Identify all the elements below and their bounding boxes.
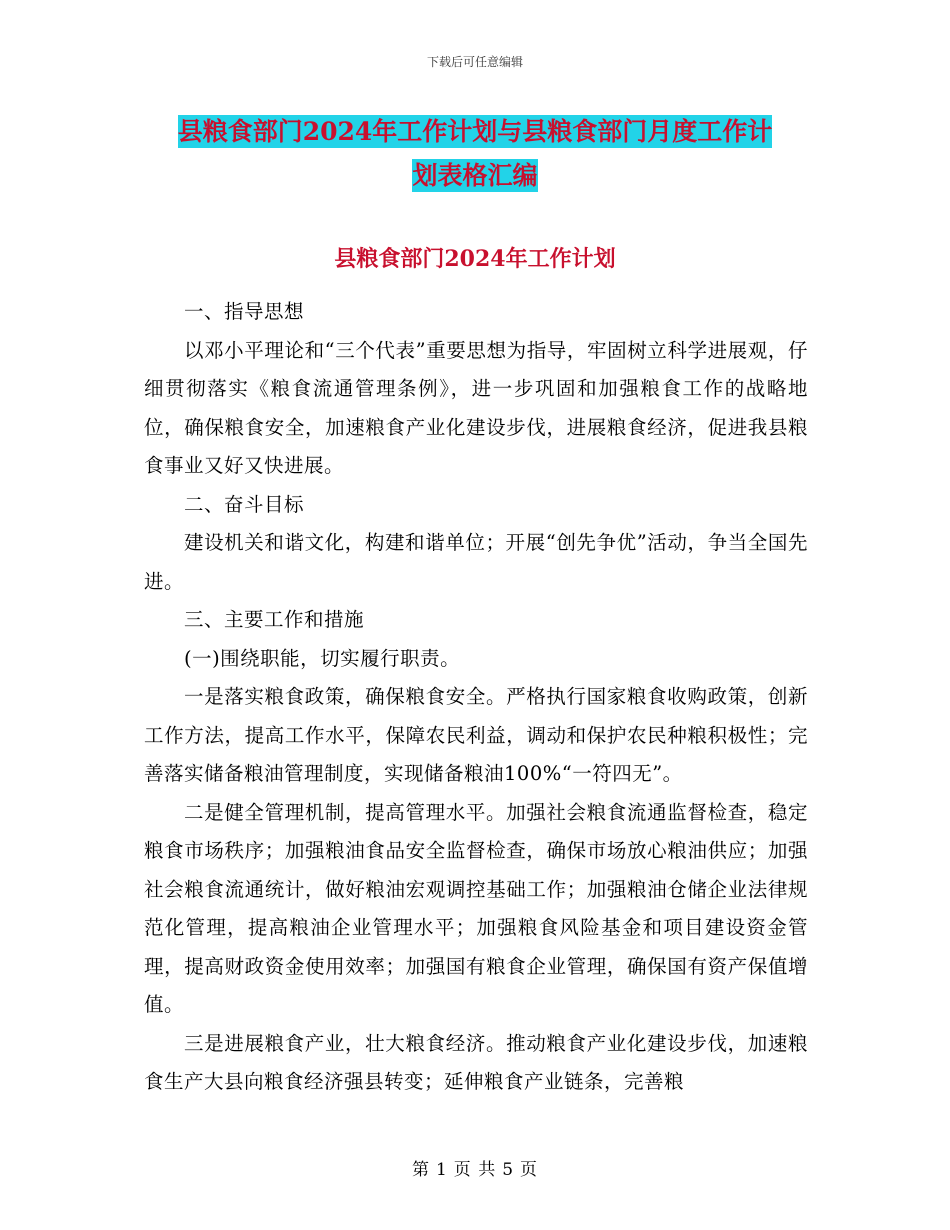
- paragraph-guiding-ideology: 以邓小平理论和“三个代表”重要思想为指导，牢固树立科学进展观，仔细贯彻落实《粮食流通管理条例》，进一步巩固和加强粮食工作的战略地位，确保粮食安全，加速粮食产业化建设步伐，进展粮食经济，促进我县粮食事业又好又快进展。: [144, 338, 808, 477]
- paragraph-item-3: 三是进展粮食产业，壮大粮食经济。推动粮食产业化建设步伐，加速粮食生产大县向粮食经济强县转变；延伸粮食产业链条，完善粮: [144, 1031, 808, 1093]
- header-note: 下载后可任意编辑: [426, 55, 523, 69]
- paragraph-item-1: 一是落实粮食政策，确保粮食安全。严格执行国家粮食收购政策，创新工作方法，提高工作水平，保障农民利益，调动和保护农民种粮积极性；完善落实储备粮油管理制度，实现储备粮油100%“一符四无”。: [144, 685, 808, 785]
- footer-page-number: 1: [435, 1160, 448, 1180]
- subheading-duties: (一)围绕职能，切实履行职责。: [183, 646, 461, 670]
- document-title: [0, 110, 950, 198]
- heading-main-work: 三、主要工作和措施: [183, 608, 364, 631]
- heading-guiding-ideology: 一、指导思想: [183, 300, 304, 323]
- document-title-line-1: 县粮食部门2024年工作计划与县粮食部门月度工作计: [177, 117, 773, 146]
- footer-total-pages: 5: [502, 1160, 515, 1180]
- document-title-line-2: 划表格汇编: [412, 161, 538, 190]
- section-title: 县粮食部门2024年工作计划: [334, 246, 616, 272]
- paragraph-goals: 建设机关和谐文化，构建和谐单位；开展“创先争优”活动，争当全国先进。: [144, 531, 808, 593]
- footer-middle: 页 共: [453, 1160, 497, 1180]
- paragraph-item-2: 二是健全管理机制，提高管理水平。加强社会粮食流通监督检查，稳定粮食市场秩序；加强粮油食品安全监督检查，确保市场放心粮油供应；加强社会粮食流通统计，做好粮油宏观调控基础工作；加强粮油仓储企业法律规范化管理，提高粮油企业管理水平；加强粮食风险基金和项目建设资金管理，提高财政资金使用效率；加强国有粮食企业管理，确保国有资产保值增值。: [144, 800, 808, 1016]
- heading-goals: 二、奋斗目标: [183, 492, 304, 516]
- page-footer: [0, 1155, 950, 1180]
- document-body: [144, 293, 808, 1102]
- footer-prefix: 第: [411, 1160, 430, 1180]
- footer-suffix: 页: [520, 1160, 539, 1180]
